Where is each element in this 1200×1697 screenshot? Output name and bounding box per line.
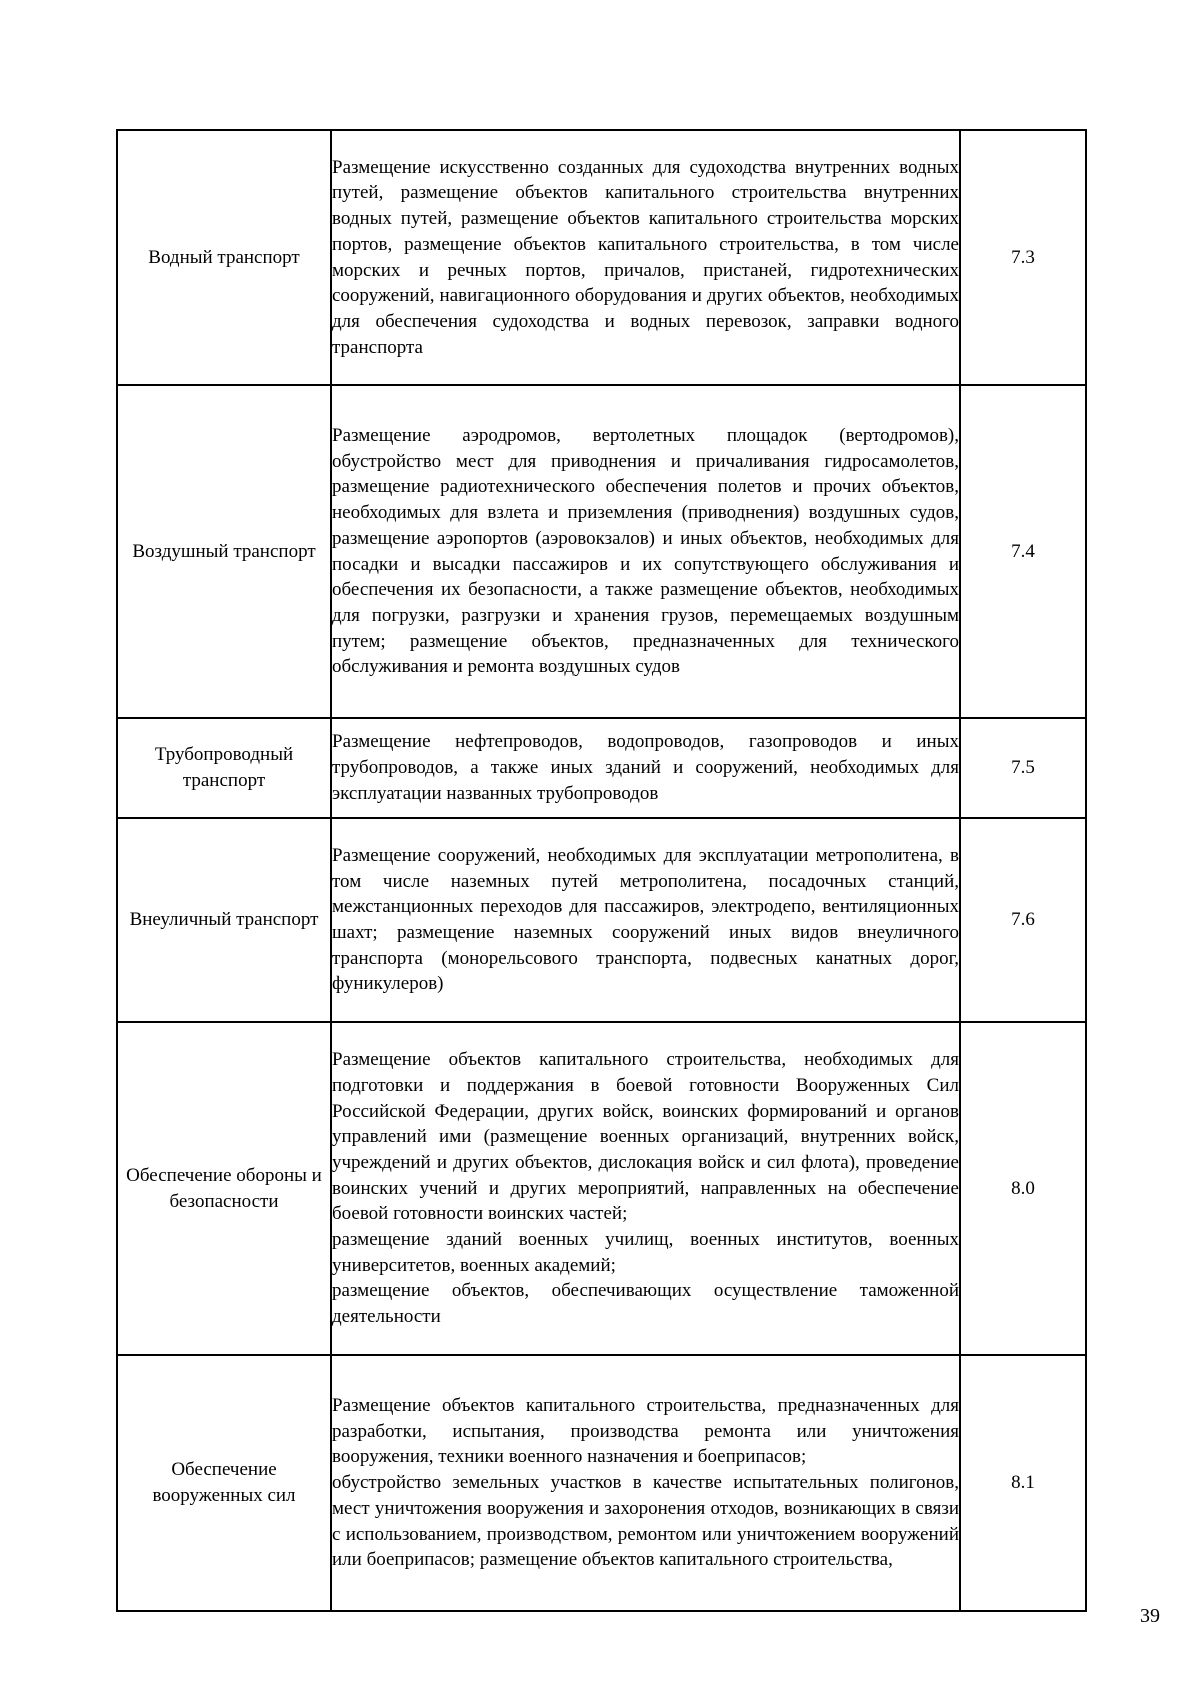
land-use-code: 7.4 bbox=[960, 385, 1086, 718]
land-use-code: 7.3 bbox=[960, 130, 1086, 385]
description-paragraph: Размещение искусственно созданных для судоходства внутренних водных путей, размещение объектов капитального строительства внутренних водных путей, размещение объектов капитального строительства морских портов, размещение объектов капитального строительства, в том числе морских и речных портов, причалов, пристаней, гидротехнических сооружений, навигационного оборудования и других объектов, необходимых для обеспечения судоходства и водных перевозок, заправки водного транспорта bbox=[332, 156, 959, 358]
table-row bbox=[117, 818, 1086, 1022]
land-use-code: 8.0 bbox=[960, 1022, 1086, 1355]
page-number: 39 bbox=[1140, 1605, 1160, 1627]
land-use-code: 8.1 bbox=[960, 1355, 1086, 1611]
description-paragraph: Размещение объектов капитального строительства, предназначенных для разработки, испытания, производства ремонта или уничтожения вооружения, техники военного назначения и боеприпасов; bbox=[332, 1395, 959, 1468]
description-paragraph: Размещение объектов капитального строительства, необходимых для подготовки и поддержания в боевой готовности Вооруженных Сил Российской Федерации, других войск, воинских формирований и органов управлений ими (размещение военных организаций, внутренних войск, учреждений и других объектов, дислокация войск и сил флота), проведение воинских учений и других мероприятий, направленных на обеспечение боевой готовности воинских частей; bbox=[332, 1049, 959, 1225]
table-row bbox=[117, 1022, 1086, 1355]
land-use-name: Воздушный транспорт bbox=[117, 385, 331, 718]
land-use-table bbox=[116, 129, 1087, 1612]
table-row bbox=[117, 385, 1086, 718]
land-use-name: Внеуличный транспорт bbox=[117, 818, 331, 1022]
description-paragraph: Размещение сооружений, необходимых для эксплуатации метрополитена, в том числе наземных путей метрополитена, посадочных станций, межстанционных переходов для пассажиров, электродепо, вентиляционных шахт; размещение наземных сооружений иных видов внеуличного транспорта (монорельсового транспорта, подвесных канатных дорог, фуникулеров) bbox=[332, 844, 959, 995]
land-use-name: Обеспечение вооруженных сил bbox=[117, 1355, 331, 1611]
description-paragraph: размещение объектов, обеспечивающих осуществление таможенной деятельности bbox=[332, 1280, 959, 1328]
table-body bbox=[117, 130, 1086, 1611]
description-paragraph: размещение зданий военных училищ, военных институтов, военных университетов, военных академий; bbox=[332, 1229, 959, 1276]
land-use-code: 7.5 bbox=[960, 718, 1086, 818]
land-use-name: Обеспечение обороны и безопасности bbox=[117, 1022, 331, 1355]
land-use-name: Водный транспорт bbox=[117, 130, 331, 385]
description-paragraph: Размещение аэродромов, вертолетных площадок (вертодромов), обустройство мест для приводнения и причаливания гидросамолетов, размещение радиотехнического обеспечения полетов и прочих объектов, необходимых для взлета и приземления (приводнения) воздушных судов, размещение аэропортов (аэровокзалов) и иных объектов, необходимых для посадки и высадки пассажиров и их сопутствующего обслуживания и обеспечения их безопасности, а также размещение объектов, необходимых для погрузки, разгрузки и хранения грузов, перемещаемых воздушным путем; размещение объектов, предназначенных для технического обслуживания и ремонта воздушных судов bbox=[332, 424, 959, 678]
land-use-description bbox=[331, 1355, 960, 1611]
land-use-name: Трубопроводный транспорт bbox=[117, 718, 331, 818]
land-use-description bbox=[331, 385, 960, 718]
table-row bbox=[117, 718, 1086, 818]
land-use-description bbox=[331, 130, 960, 385]
land-use-description bbox=[331, 818, 960, 1022]
land-use-description bbox=[331, 718, 960, 818]
land-use-code: 7.6 bbox=[960, 818, 1086, 1022]
land-use-description bbox=[331, 1022, 960, 1355]
table-row bbox=[117, 1355, 1086, 1611]
table-row bbox=[117, 130, 1086, 385]
description-paragraph: обустройство земельных участков в качестве испытательных полигонов, мест уничтожения вооружения и захоронения отходов, возникающих в связи с использованием, производством, ремонтом или уничтожением вооружений или боеприпасов; размещение объектов капитального строительства, bbox=[332, 1472, 959, 1571]
description-paragraph: Размещение нефтепроводов, водопроводов, газопроводов и иных трубопроводов, а также иных зданий и сооружений, необходимых для эксплуатации названных трубопроводов bbox=[332, 731, 959, 804]
